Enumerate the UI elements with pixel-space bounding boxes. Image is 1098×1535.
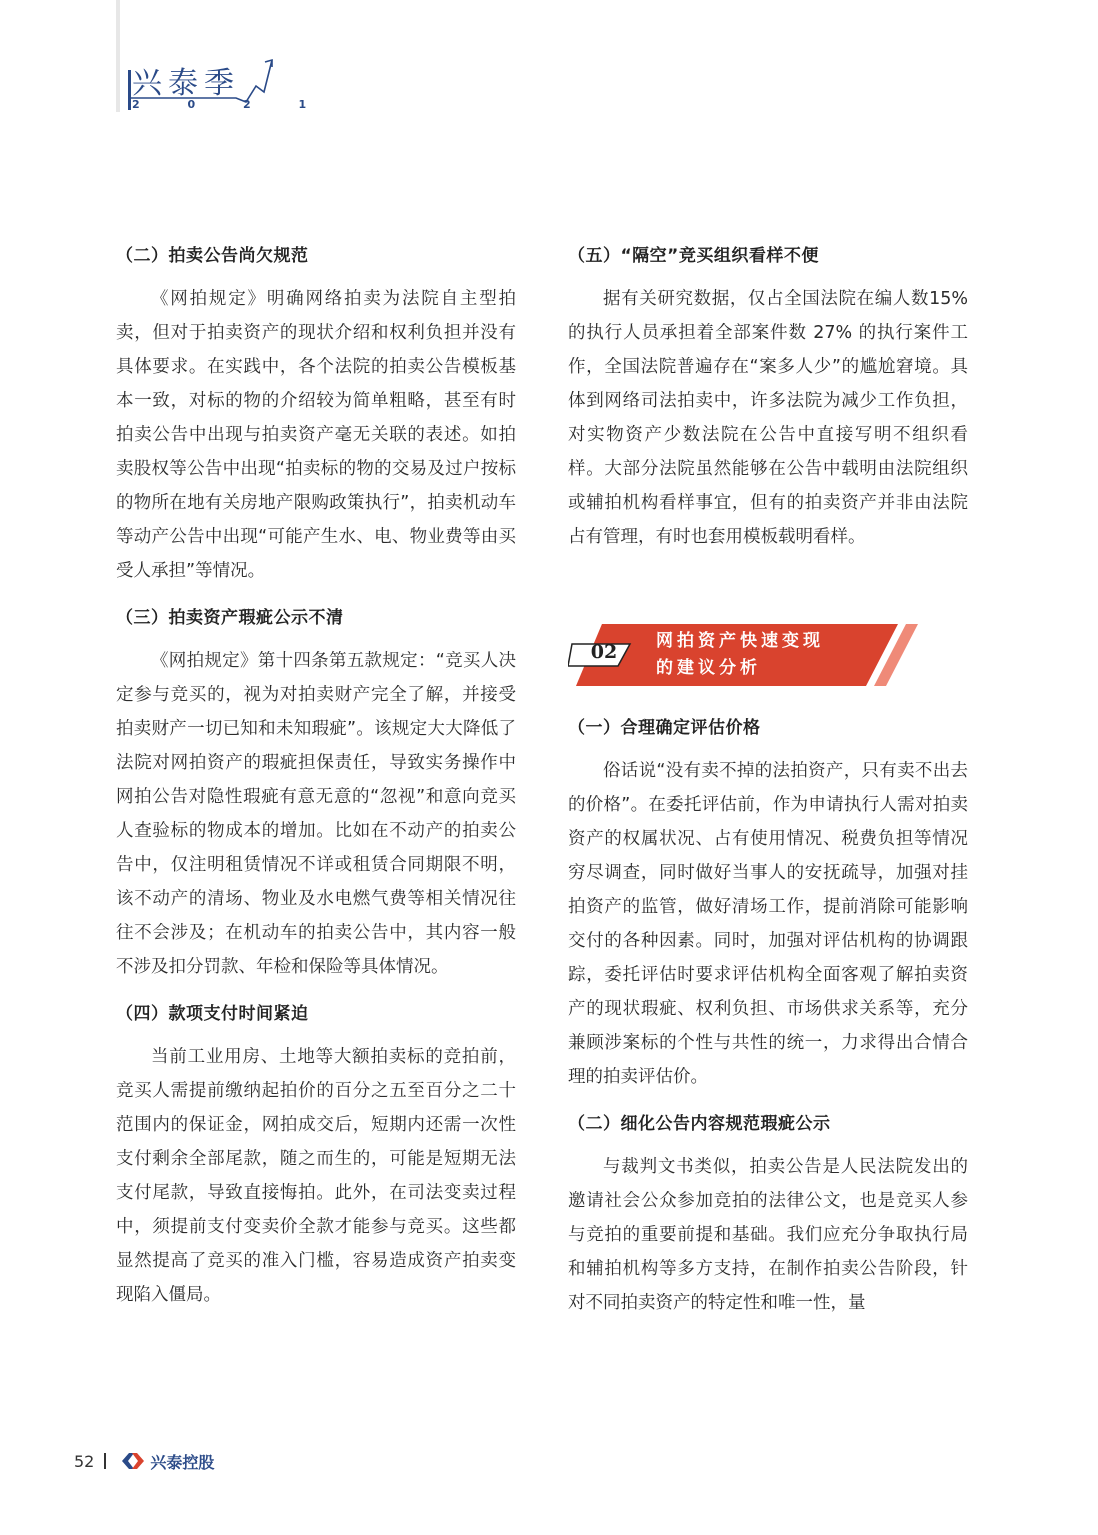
trend-line-icon	[128, 56, 278, 116]
banner-title-line1: 网拍资产快速变现	[656, 631, 824, 651]
section-heading: （四）款项支付时间紧迫	[116, 1004, 309, 1024]
company-name: 兴泰控股	[150, 1452, 215, 1472]
paragraph: 俗话说“没有卖不掉的法拍资产，只有卖不出去的价格”。在委托评估前，作为申请执行人需对拍卖资产的权属状况、占有使用情况、税费负担等情况穷尽调查，同时做好当事人的安抚疏导，加强对挂拍资产的监管，做好清场工作，提前消除可能影响交付的各种因素。同时，加强对评估机构的协调跟踪，委托评估时要求评估机构全面客观了解拍卖资产的现状瑕疵、权利负担、市场供求关系等，充分兼顾涉案标的个性与共性的统一，力求得出合情合理的拍卖评估价。	[568, 761, 968, 1087]
company-logo-icon	[120, 1451, 146, 1471]
right-column	[568, 232, 968, 1330]
company-logo	[120, 1450, 214, 1473]
section-heading: （一）合理确定评估价格	[568, 718, 761, 738]
magazine-year: 2 0 2 1	[132, 98, 329, 111]
magazine-title: 兴泰季	[132, 66, 240, 101]
footer-divider	[104, 1453, 106, 1469]
page-number: 52	[74, 1451, 95, 1471]
page-footer	[74, 1446, 214, 1476]
top-decorative-rule	[116, 0, 120, 112]
paragraph: 《网拍规定》第十四条第五款规定：“竞买人决定参与竞买的，视为对拍卖财产完全了解，并接受拍卖财产一切已知和未知瑕疵”。该规定大大降低了法院对网拍资产的瑕疵担保责任，导致实务操作中网拍公告对隐性瑕疵有意无意的“忽视”和意向竞买人查验标的物成本的增加。比如在不动产的拍卖公告中，仅注明租赁情况不详或租赁合同期限不明，该不动产的清场、物业及水电燃气费等相关情况往往不会涉及；在机动车的拍卖公告中，其内容一般不涉及扣分罚款、年检和保险等具体情况。	[116, 651, 516, 977]
banner-title	[656, 628, 824, 682]
section-banner	[568, 624, 928, 686]
paragraph: 当前工业用房、土地等大额拍卖标的竞拍前，竞买人需提前缴纳起拍价的百分之五至百分之二十范围内的保证金，网拍成交后，短期内还需一次性支付剩余全部尾款，随之而生的，可能是短期无法支付尾款，导致直接悔拍。此外，在司法变卖过程中，须提前支付变卖价全款才能参与竞买。这些都显然提高了竞买的准入门槛，容易造成资产拍卖变现陷入僵局。	[116, 1047, 516, 1305]
paragraph: 据有关研究数据，仅占全国法院在编人数15% 的执行人员承担着全部案件数 27% 的执行案件工作，全国法院普遍存在“案多人少”的尴尬窘境。具体到网络司法拍卖中，许多法院为减少工作负担，对实物资产少数法院在公告中直接写明不组织看样。大部分法院虽然能够在公告中载明由法院组织或辅拍机构看样事宜，但有的拍卖资产并非由法院占有管理，有时也套用模板载明看样。	[568, 289, 968, 547]
section-heading: （二）细化公告内容规范瑕疵公示	[568, 1114, 831, 1134]
paragraph: 《网拍规定》明确网络拍卖为法院自主型拍卖，但对于拍卖资产的现状介绍和权利负担并没有具体要求。在实践中，各个法院的拍卖公告模板基本一致，对标的物的介绍较为简单粗略，甚至有时拍卖公告中出现与拍卖资产毫无关联的表述。如拍卖股权等公告中出现“拍卖标的物的交易及过户按标的物所在地有关房地产限购政策执行”，拍卖机动车等动产公告中出现“可能产生水、电、物业费等由买受人承担”等情况。	[116, 289, 516, 581]
banner-title-line2: 的建议分析	[656, 658, 761, 678]
section-heading: （二）拍卖公告尚欠规范	[116, 246, 309, 266]
paragraph: 与裁判文书类似，拍卖公告是人民法院发出的邀请社会公众参加竞拍的法律公文，也是竞买人参与竞拍的重要前提和基础。我们应充分争取执行局和辅拍机构等多方支持，在制作拍卖公告阶段，针对不同拍卖资产的特定性和唯一性，量	[568, 1157, 968, 1313]
left-column	[116, 232, 516, 1322]
banner-number: 02	[590, 641, 618, 663]
section-heading: （三）拍卖资产瑕疵公示不清	[116, 608, 344, 628]
section-heading: （五）“隔空”竞买组织看样不便	[568, 246, 819, 266]
magazine-logo	[128, 56, 329, 116]
